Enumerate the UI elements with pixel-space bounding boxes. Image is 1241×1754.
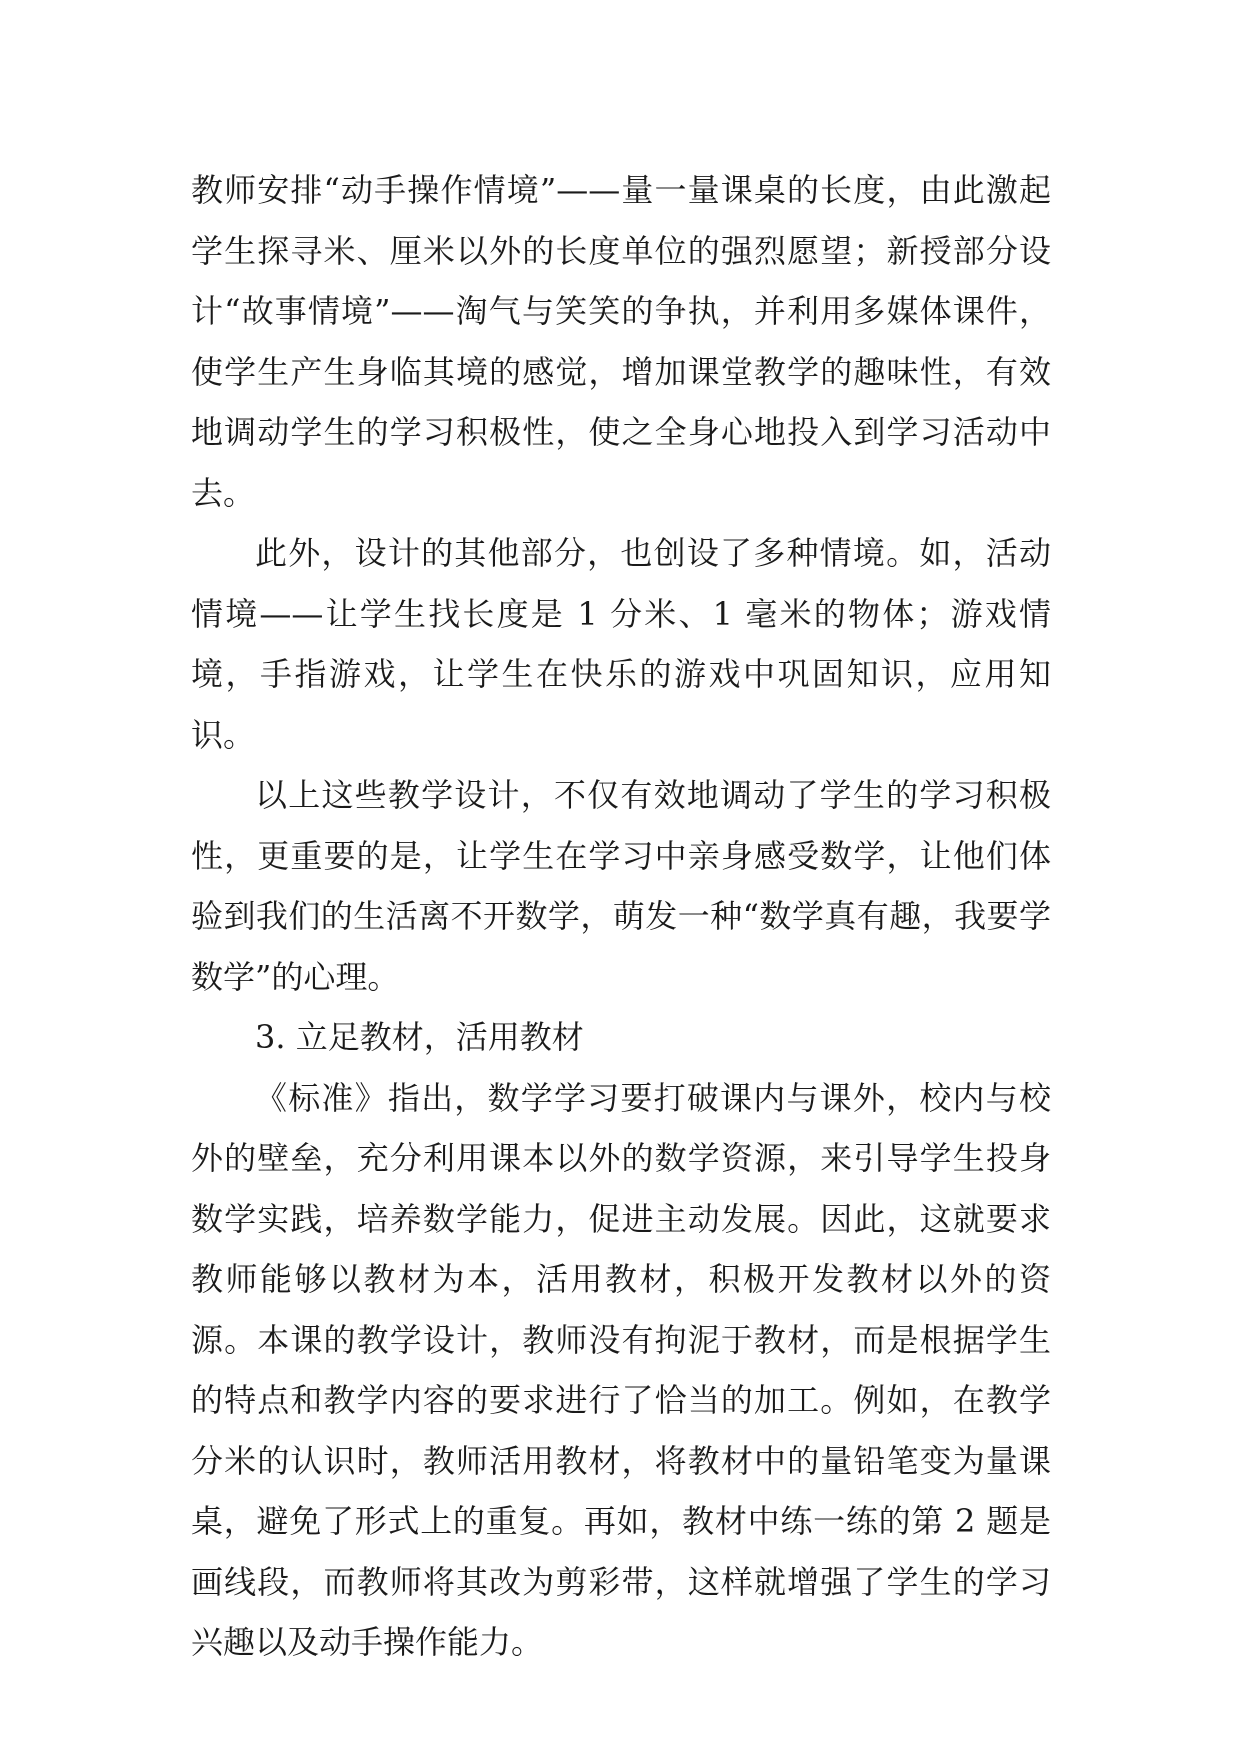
- paragraph-situations: 此外，设计的其他部分，也创设了多种情境。如，活动情境——让学生找长度是 1 分米、1 毫米的物体；游戏情境，手指游戏，让学生在快乐的游戏中巩固知识，应用知识。: [191, 534, 1051, 754]
- document-body: [191, 160, 1051, 1673]
- paragraph-textbook-use: 《标准》指出，数学学习要打破课内与课外，校内与校外的壁垒，充分利用课本以外的数学资源，来引导学生投身数学实践，培养数学能力，促进主动发展。因此，这就要求教师能够以教材为本，活用教材，积极开发教材以外的资源。本课的教学设计，教师没有拘泥于教材，而是根据学生的特点和教学内容的要求进行了恰当的加工。例如，在教学分米的认识时，教师活用教材，将教材中的量铅笔变为量课桌，避免了形式上的重复。再如，教材中练一练的第 2 题是画线段，而教师将其改为剪彩带，这样就增强了学生的学习兴趣以及动手操作能力。: [191, 1078, 1051, 1661]
- paragraph-design-summary: 以上这些教学设计，不仅有效地调动了学生的学习积极性，更重要的是，让学生在学习中亲身感受数学，让他们体验到我们的生活离不开数学，萌发一种“数学真有趣，我要学数学”的心理。: [191, 776, 1051, 996]
- section-heading: 3. 立足教材，活用教材: [255, 1018, 584, 1056]
- paragraph-continuation: 教师安排“动手操作情境”——量一量课桌的长度，由此激起学生探寻米、厘米以外的长度单位的强烈愿望；新授部分设计“故事情境”——淘气与笑笑的争执，并利用多媒体课件，使学生产生身临其境的感觉，增加课堂教学的趣味性，有效地调动学生的学习积极性，使之全身心地投入到学习活动中去。: [191, 171, 1051, 512]
